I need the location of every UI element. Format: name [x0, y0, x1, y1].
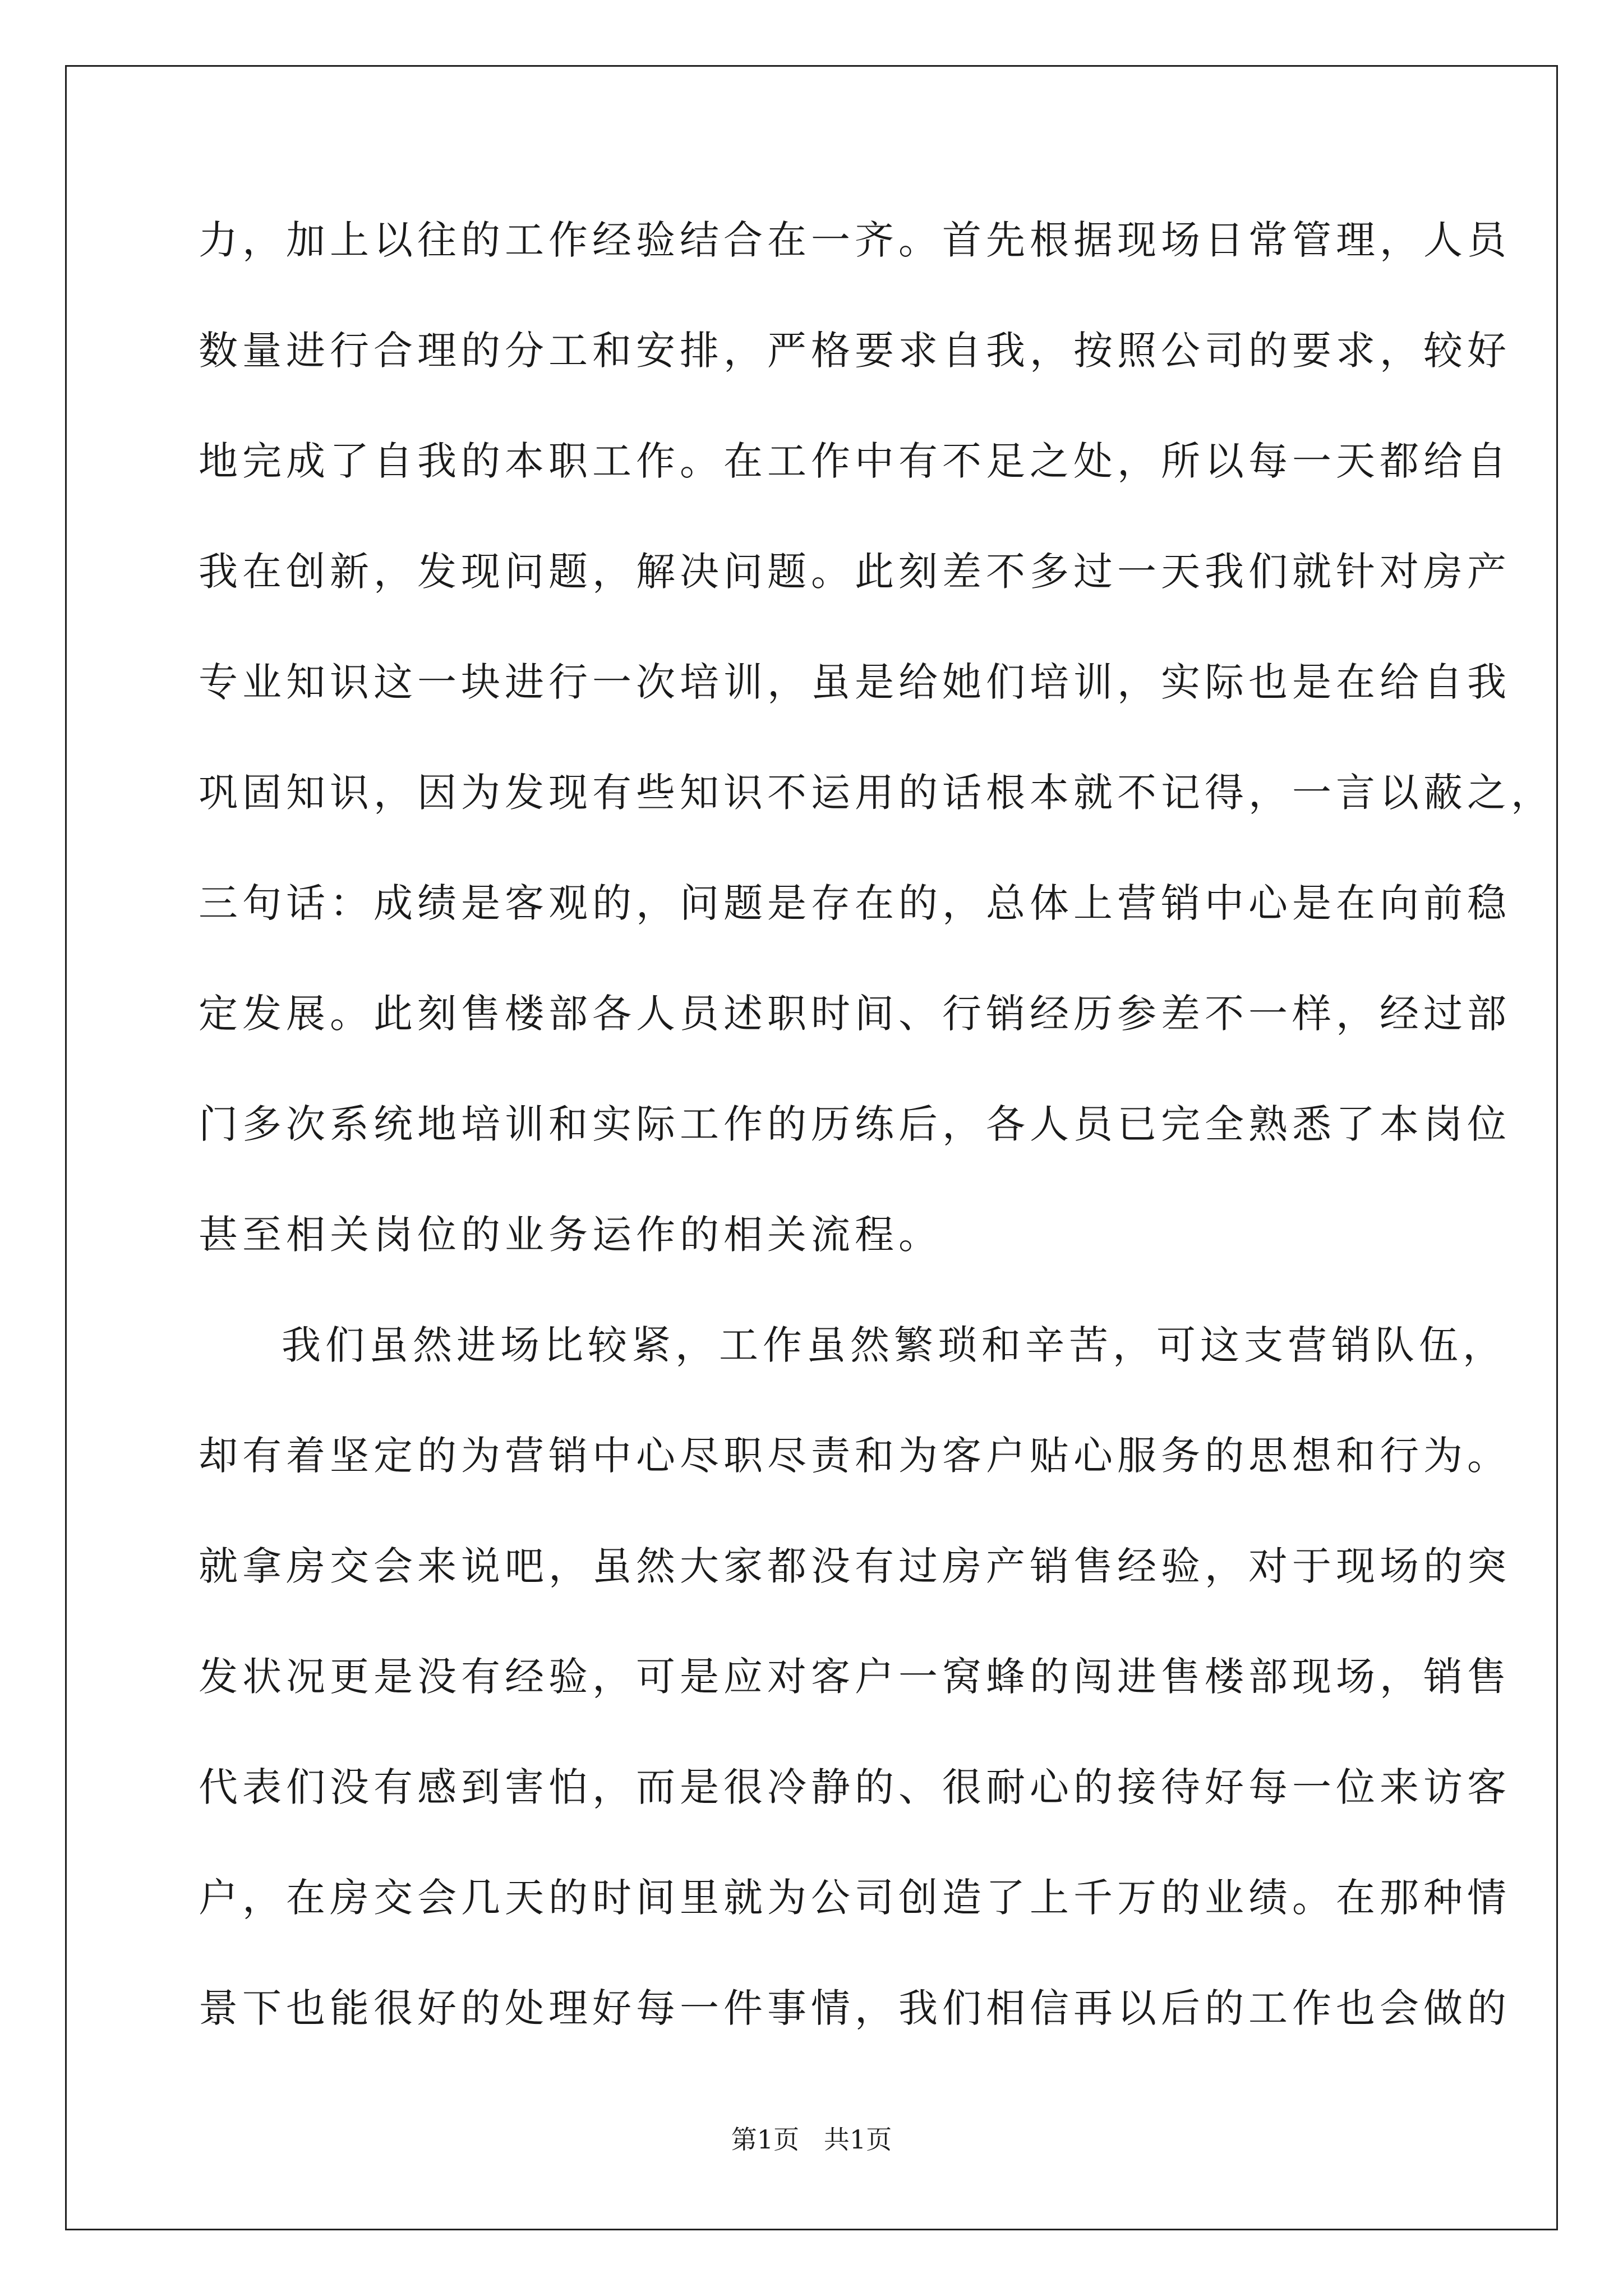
text-line: 数量进行合理的分工和安排，严格要求自我，按照公司的要求，较好 [199, 328, 1511, 374]
text-line: 却有着坚定的为营销中心尽职尽责和为客户贴心服务的思想和行为。 [199, 1433, 1511, 1479]
text-line: 就拿房交会来说吧，虽然大家都没有过房产销售经验，对于现场的突 [199, 1543, 1511, 1589]
text-line: 户，在房交会几天的时间里就为公司创造了上千万的业绩。在那种情 [199, 1875, 1511, 1921]
text-line: 我在创新，发现问题，解决问题。此刻差不多过一天我们就针对房产 [199, 549, 1511, 595]
text-line: 地完成了自我的本职工作。在工作中有不足之处，所以每一天都给自 [199, 438, 1511, 484]
paragraph-2 [199, 1314, 1511, 2087]
text-line: 景下也能很好的处理好每一件事情，我们相信再以后的工作也会做的 [199, 1985, 1511, 2031]
text-line: 门多次系统地培训和实际工作的历练后，各人员已完全熟悉了本岗位 [199, 1101, 1511, 1147]
text-line: 定发展。此刻售楼部各人员述职时间、行销经历参差不一样，经过部 [199, 991, 1511, 1037]
text-line: 甚至相关岗位的业务运作的相关流程。 [199, 1212, 942, 1258]
text-line: 巩固知识，因为发现有些知识不运用的话根本就不记得，一言以蔽之， [199, 770, 1555, 816]
text-line: 代表们没有感到害怕，而是很冷静的、很耐心的接待好每一位来访客 [199, 1764, 1511, 1810]
document-body [199, 209, 1555, 2087]
text-line: 专业知识这一块进行一次培训，虽是给她们培训，实际也是在给自我 [199, 659, 1511, 705]
paragraph-1 [199, 209, 1555, 1314]
text-line-indented: 我们虽然进场比较紧，工作虽然繁琐和辛苦，可这支营销队伍， [282, 1322, 1506, 1368]
text-line: 发状况更是没有经验，可是应对客户一窝蜂的闯进售楼部现场，销售 [199, 1654, 1511, 1700]
text-line: 力，加上以往的工作经验结合在一齐。首先根据现场日常管理，人员 [199, 217, 1511, 263]
text-line: 三句话：成绩是客观的，问题是存在的，总体上营销中心是在向前稳 [199, 880, 1511, 926]
page-number-footer: 第1页 共1页 [731, 2124, 892, 2155]
